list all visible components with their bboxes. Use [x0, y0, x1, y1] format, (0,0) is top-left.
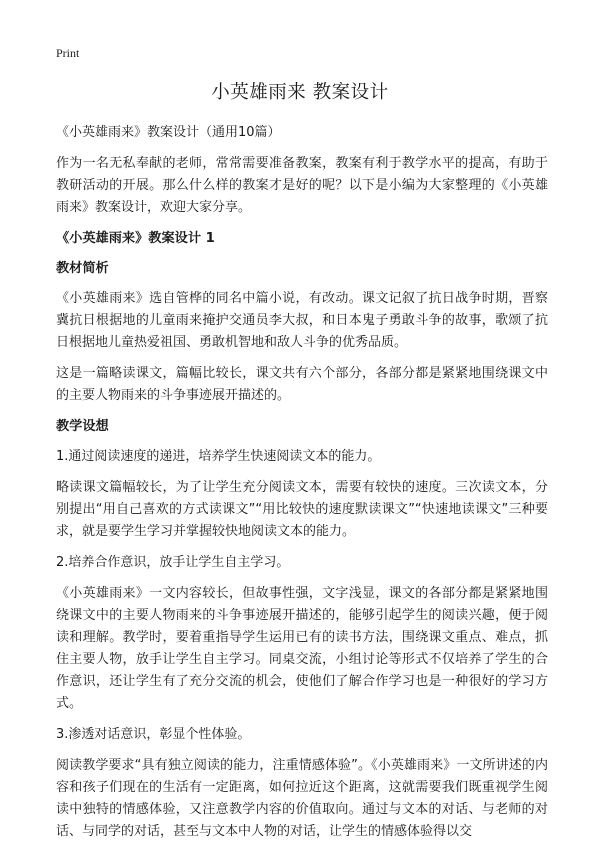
idea-1-title: 1.通过阅读速度的递进，培养学生快速阅读文本的能力。 [56, 449, 381, 464]
page-title: 小英雄雨来 教案设计 [211, 82, 389, 103]
subsection-heading-idea: 教学设想 [56, 419, 109, 434]
section-heading: 《小英雄雨来》教案设计 1 [56, 231, 215, 246]
textbook-paragraph-2: 这是一篇略读课文，篇幅比较长，课文共有六个部分，各部分都是紧紧地围绕课文中的主要人物雨来的斗争事迹展开描述的。 [56, 366, 548, 403]
idea-3-title: 3.渗透对话意识，彰显个性体验。 [56, 727, 251, 742]
idea-1-body: 略读课文篇幅较长，为了让学生充分阅读文本，需要有较快的速度。三次读文本，分别提出“用自己喜欢的方式读课文”“用比较快的速度默读课文”“快速地读课文”三种要求，就是要学生学习并掌握较快地阅读文本的能力。 [56, 480, 548, 539]
idea-2-body: 《小英雄雨来》一文内容较长，但故事性强，文字浅显，课文的各部分都是紧紧地围绕课文中的主要人物雨来的斗争事迹展开描述的，能够引起学生的阅读兴趣，便于阅读和理解。教学时，要着重指导学生运用已有的读书方法，围绕课文重点、难点，抓住主要人物，放手让学生自主学习。同桌交流，小组讨论等形式不仅培养了学生的合作意识，还让学生有了充分交流的机会，使他们了解合作学习也是一种很好的学习方式。 [56, 586, 548, 711]
article-body [56, 122, 548, 852]
intro-paragraph: 作为一名无私奉献的老师，常常需要准备教案，教案有利于教学水平的提高，有助于教研活动的开展。那么什么样的教案才是好的呢？以下是小编为大家整理的《小英雄雨来》教案设计，欢迎大家分享。 [56, 156, 548, 215]
print-link[interactable]: Print [56, 46, 80, 60]
subsection-heading-textbook: 教材简析 [56, 261, 109, 276]
textbook-paragraph-1: 《小英雄雨来》选自管桦的同名中篇小说，有改动。课文记叙了抗日战争时期，晋察冀抗日根据地的儿童雨来掩护交通员李大叔，和日本鬼子勇敢斗争的故事，歌颂了抗日根据地儿童热爱祖国、勇敢机智地和敌人斗争的优秀品质。 [56, 291, 548, 350]
article-subtitle: 《小英雄雨来》教案设计（通用10篇） [56, 125, 281, 140]
idea-3-body: 阅读教学要求“具有独立阅读的能力，注重情感体验”。《小英雄雨来》一文所讲述的内容和孩子们现在的生活有一定距离，如何拉近这个距离，这就需要我们既重视学生阅读中独特的情感体验，又注意教学内容的价值取向。通过与文本的对话、与老师的对话、与同学的对话，甚至与文本中人物的对话，让学生的情感体验得以交 [56, 758, 548, 839]
idea-2-title: 2.培养合作意识，放手让学生自主学习。 [56, 555, 290, 570]
